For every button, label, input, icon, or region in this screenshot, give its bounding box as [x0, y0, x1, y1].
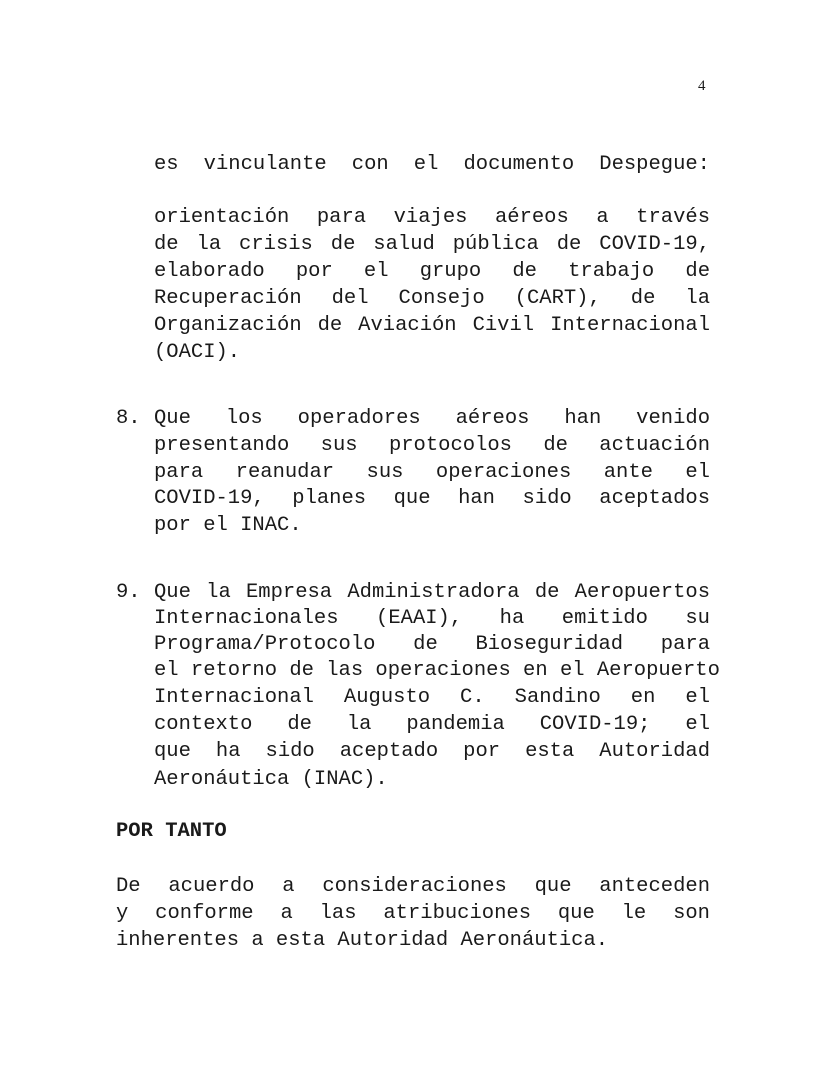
list-item-line: contexto de la pandemia COVID-19; el	[154, 713, 710, 736]
section-heading: POR TANTO	[116, 820, 227, 843]
page-number: 4	[698, 78, 706, 94]
quote-line: de la crisis de salud pública de COVID-19,	[154, 233, 710, 256]
list-marker: 9.	[116, 581, 141, 604]
list-item-line: COVID-19, planes que han sido aceptados	[154, 487, 710, 510]
fragment-line: es vinculante con el documento Despegue:	[154, 153, 710, 176]
quote-line: orientación para viajes aéreos a través	[154, 206, 710, 229]
list-item-line: que ha sido aceptado por esta Autoridad	[154, 740, 710, 763]
list-item-line: Que los operadores aéreos han venido	[154, 407, 710, 430]
quote-line: Organización de Aviación Civil Internacional	[154, 314, 710, 337]
list-item-line: Programa/Protocolo de Bioseguridad para	[154, 633, 710, 656]
quote-line: elaborado por el grupo de trabajo de	[154, 260, 710, 283]
list-item-line: Que la Empresa Administradora de Aeropuertos	[154, 581, 710, 604]
list-marker: 8.	[116, 407, 141, 430]
list-item-line: Aeronáutica (INAC).	[154, 768, 388, 791]
list-item-line: para reanudar sus operaciones ante el	[154, 461, 710, 484]
list-item-line: Internacional Augusto C. Sandino en el	[154, 686, 710, 709]
closing-line: De acuerdo a consideraciones que anteceden	[116, 875, 710, 898]
list-item-line: por el INAC.	[154, 514, 302, 537]
quote-line: Recuperación del Consejo (CART), de la	[154, 287, 710, 310]
closing-line: y conforme a las atribuciones que le son	[116, 902, 710, 925]
list-item-line: Internacionales (EAAI), ha emitido su	[154, 607, 710, 630]
list-item-line: presentando sus protocolos de actuación	[154, 434, 710, 457]
list-item-line: el retorno de las operaciones en el Aeropuerto	[154, 659, 720, 682]
closing-line: inherentes a esta Autoridad Aeronáutica.	[116, 929, 609, 952]
quote-line: (OACI).	[154, 341, 241, 364]
